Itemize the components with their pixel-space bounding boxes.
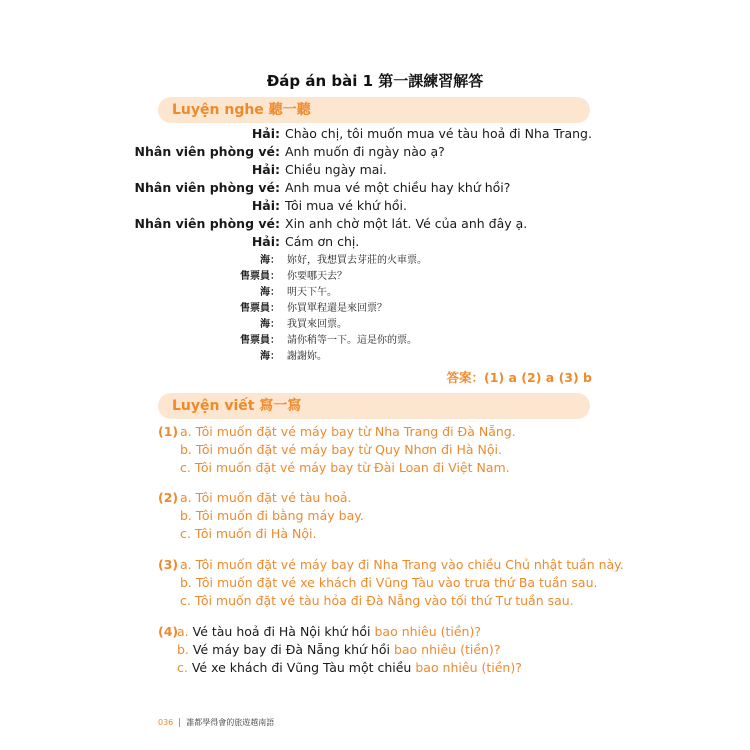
answer-text: Vé xe khách đi Vũng Tàu một chiều bbox=[191, 660, 412, 675]
dialogue-line bbox=[0, 143, 750, 161]
book-title: 誰都學得會的旅遊越南語 bbox=[186, 718, 275, 727]
answer-key: 答案：(1) a (2) a (3) b bbox=[446, 370, 592, 385]
dialogue-text-zh: 妳好，我想買去芽莊的火車票。 bbox=[287, 255, 427, 266]
section-header-writing: Luyện viết 寫一寫 bbox=[158, 393, 590, 419]
answer-highlight: bao nhiêu (tiền)? bbox=[393, 642, 501, 657]
answer-line: b. Tôi muốn đi bằng máy bay. bbox=[180, 508, 364, 523]
dialogue-text-zh: 你買單程還是來回票？ bbox=[287, 303, 387, 314]
answer-line: c. Tôi muốn đặt vé tàu hỏa đi Đà Nẵng vào tối thứ Tư tuần sau. bbox=[180, 593, 574, 608]
answer-line: a. Tôi muốn đặt vé máy bay đi Nha Trang vào chiều Chủ nhật tuần này. bbox=[180, 557, 624, 572]
item-letter: b. bbox=[177, 642, 189, 657]
speaker-label: Hải: bbox=[251, 162, 280, 177]
speaker-label-zh: 售票員： bbox=[240, 335, 280, 346]
dialogue-zh-line bbox=[0, 301, 750, 317]
speaker-label-zh: 海： bbox=[260, 319, 280, 330]
item-letter: c. bbox=[177, 660, 188, 675]
dialogue-text: Anh muốn đi ngày nào ạ? bbox=[285, 144, 445, 159]
dialogue-line bbox=[0, 125, 750, 143]
dialogue-text-zh: 請你稍等一下。這是你的票。 bbox=[287, 335, 417, 346]
question-number: (3) bbox=[158, 557, 179, 572]
answer-highlight: bao nhiêu (tiền)? bbox=[374, 624, 481, 639]
dialogue-line bbox=[0, 197, 750, 215]
dialogue-text: Anh mua vé một chiều hay khứ hồi? bbox=[285, 180, 511, 195]
speaker-label: Hải: bbox=[251, 198, 280, 213]
answer-line bbox=[177, 659, 522, 677]
dialogue-line bbox=[0, 215, 750, 233]
speaker-label: Nhân viên phòng vé: bbox=[134, 216, 280, 231]
dialogue-zh-line bbox=[0, 333, 750, 349]
footer-divider bbox=[179, 718, 180, 727]
dialogue-text: Tôi mua vé khứ hồi. bbox=[285, 198, 407, 213]
dialogue-text-zh: 謝謝妳。 bbox=[287, 351, 327, 362]
dialogue-text: Chiều ngày mai. bbox=[285, 162, 387, 177]
dialogue-text: Chào chị, tôi muốn mua vé tàu hoả đi Nha Trang. bbox=[285, 126, 592, 141]
answer-line: c. Tôi muốn đi Hà Nội. bbox=[180, 526, 317, 541]
page-number: 036 bbox=[158, 718, 174, 727]
answer-line: c. Tôi muốn đặt vé máy bay từ Đài Loan đi Việt Nam. bbox=[180, 460, 510, 475]
answer-line: a. Tôi muốn đặt vé tàu hoả. bbox=[180, 490, 352, 505]
answer-line bbox=[177, 641, 500, 659]
dialogue-text-zh: 你要哪天去？ bbox=[287, 271, 347, 282]
dialogue-zh-line bbox=[0, 317, 750, 333]
dialogue-zh-line bbox=[0, 349, 750, 365]
speaker-label: Hải: bbox=[251, 126, 280, 141]
dialogue-text-zh: 明天下午。 bbox=[287, 287, 337, 298]
dialogue-zh-line bbox=[0, 253, 750, 269]
dialogue-line bbox=[0, 179, 750, 197]
speaker-label-zh: 海： bbox=[260, 287, 280, 298]
question-number: (1) bbox=[158, 424, 179, 439]
dialogue-line bbox=[0, 161, 750, 179]
speaker-label: Nhân viên phòng vé: bbox=[134, 144, 280, 159]
question-number: (4) bbox=[158, 624, 179, 639]
speaker-label: Hải: bbox=[251, 234, 280, 249]
dialogue-text: Xin anh chờ một lát. Vé của anh đây ạ. bbox=[285, 216, 528, 231]
page-title: Đáp án bài 1 第一課練習解答 bbox=[266, 72, 484, 90]
dialogue-zh-line bbox=[0, 269, 750, 285]
answer-text: Vé máy bay đi Đà Nẵng khứ hồi bbox=[192, 642, 390, 657]
speaker-label-zh: 售票員： bbox=[240, 271, 280, 282]
answer-line: a. Tôi muốn đặt vé máy bay từ Nha Trang đi Đà Nẵng. bbox=[180, 424, 516, 439]
section-header-listening: Luyện nghe 聽一聽 bbox=[158, 97, 590, 123]
dialogue-line bbox=[0, 233, 750, 251]
speaker-label-zh: 售票員： bbox=[240, 303, 280, 314]
item-letter: a. bbox=[177, 624, 189, 639]
dialogue-zh-line bbox=[0, 285, 750, 301]
speaker-label-zh: 海： bbox=[260, 351, 280, 362]
speaker-label: Nhân viên phòng vé: bbox=[134, 180, 280, 195]
answer-line: b. Tôi muốn đặt vé xe khách đi Vũng Tàu vào trưa thứ Ba tuần sau. bbox=[180, 575, 598, 590]
dialogue-text: Cám ơn chị. bbox=[285, 234, 360, 249]
answer-line: b. Tôi muốn đặt vé máy bay từ Quy Nhơn đi Hà Nội. bbox=[180, 442, 502, 457]
question-number: (2) bbox=[158, 490, 179, 505]
speaker-label-zh: 海： bbox=[260, 255, 280, 266]
answer-text: Vé tàu hoả đi Hà Nội khứ hồi bbox=[192, 624, 371, 639]
page-footer bbox=[158, 717, 274, 728]
answer-line bbox=[177, 623, 481, 641]
dialogue-text-zh: 我買來回票。 bbox=[287, 319, 347, 330]
answer-highlight: bao nhiêu (tiền)? bbox=[415, 660, 522, 675]
